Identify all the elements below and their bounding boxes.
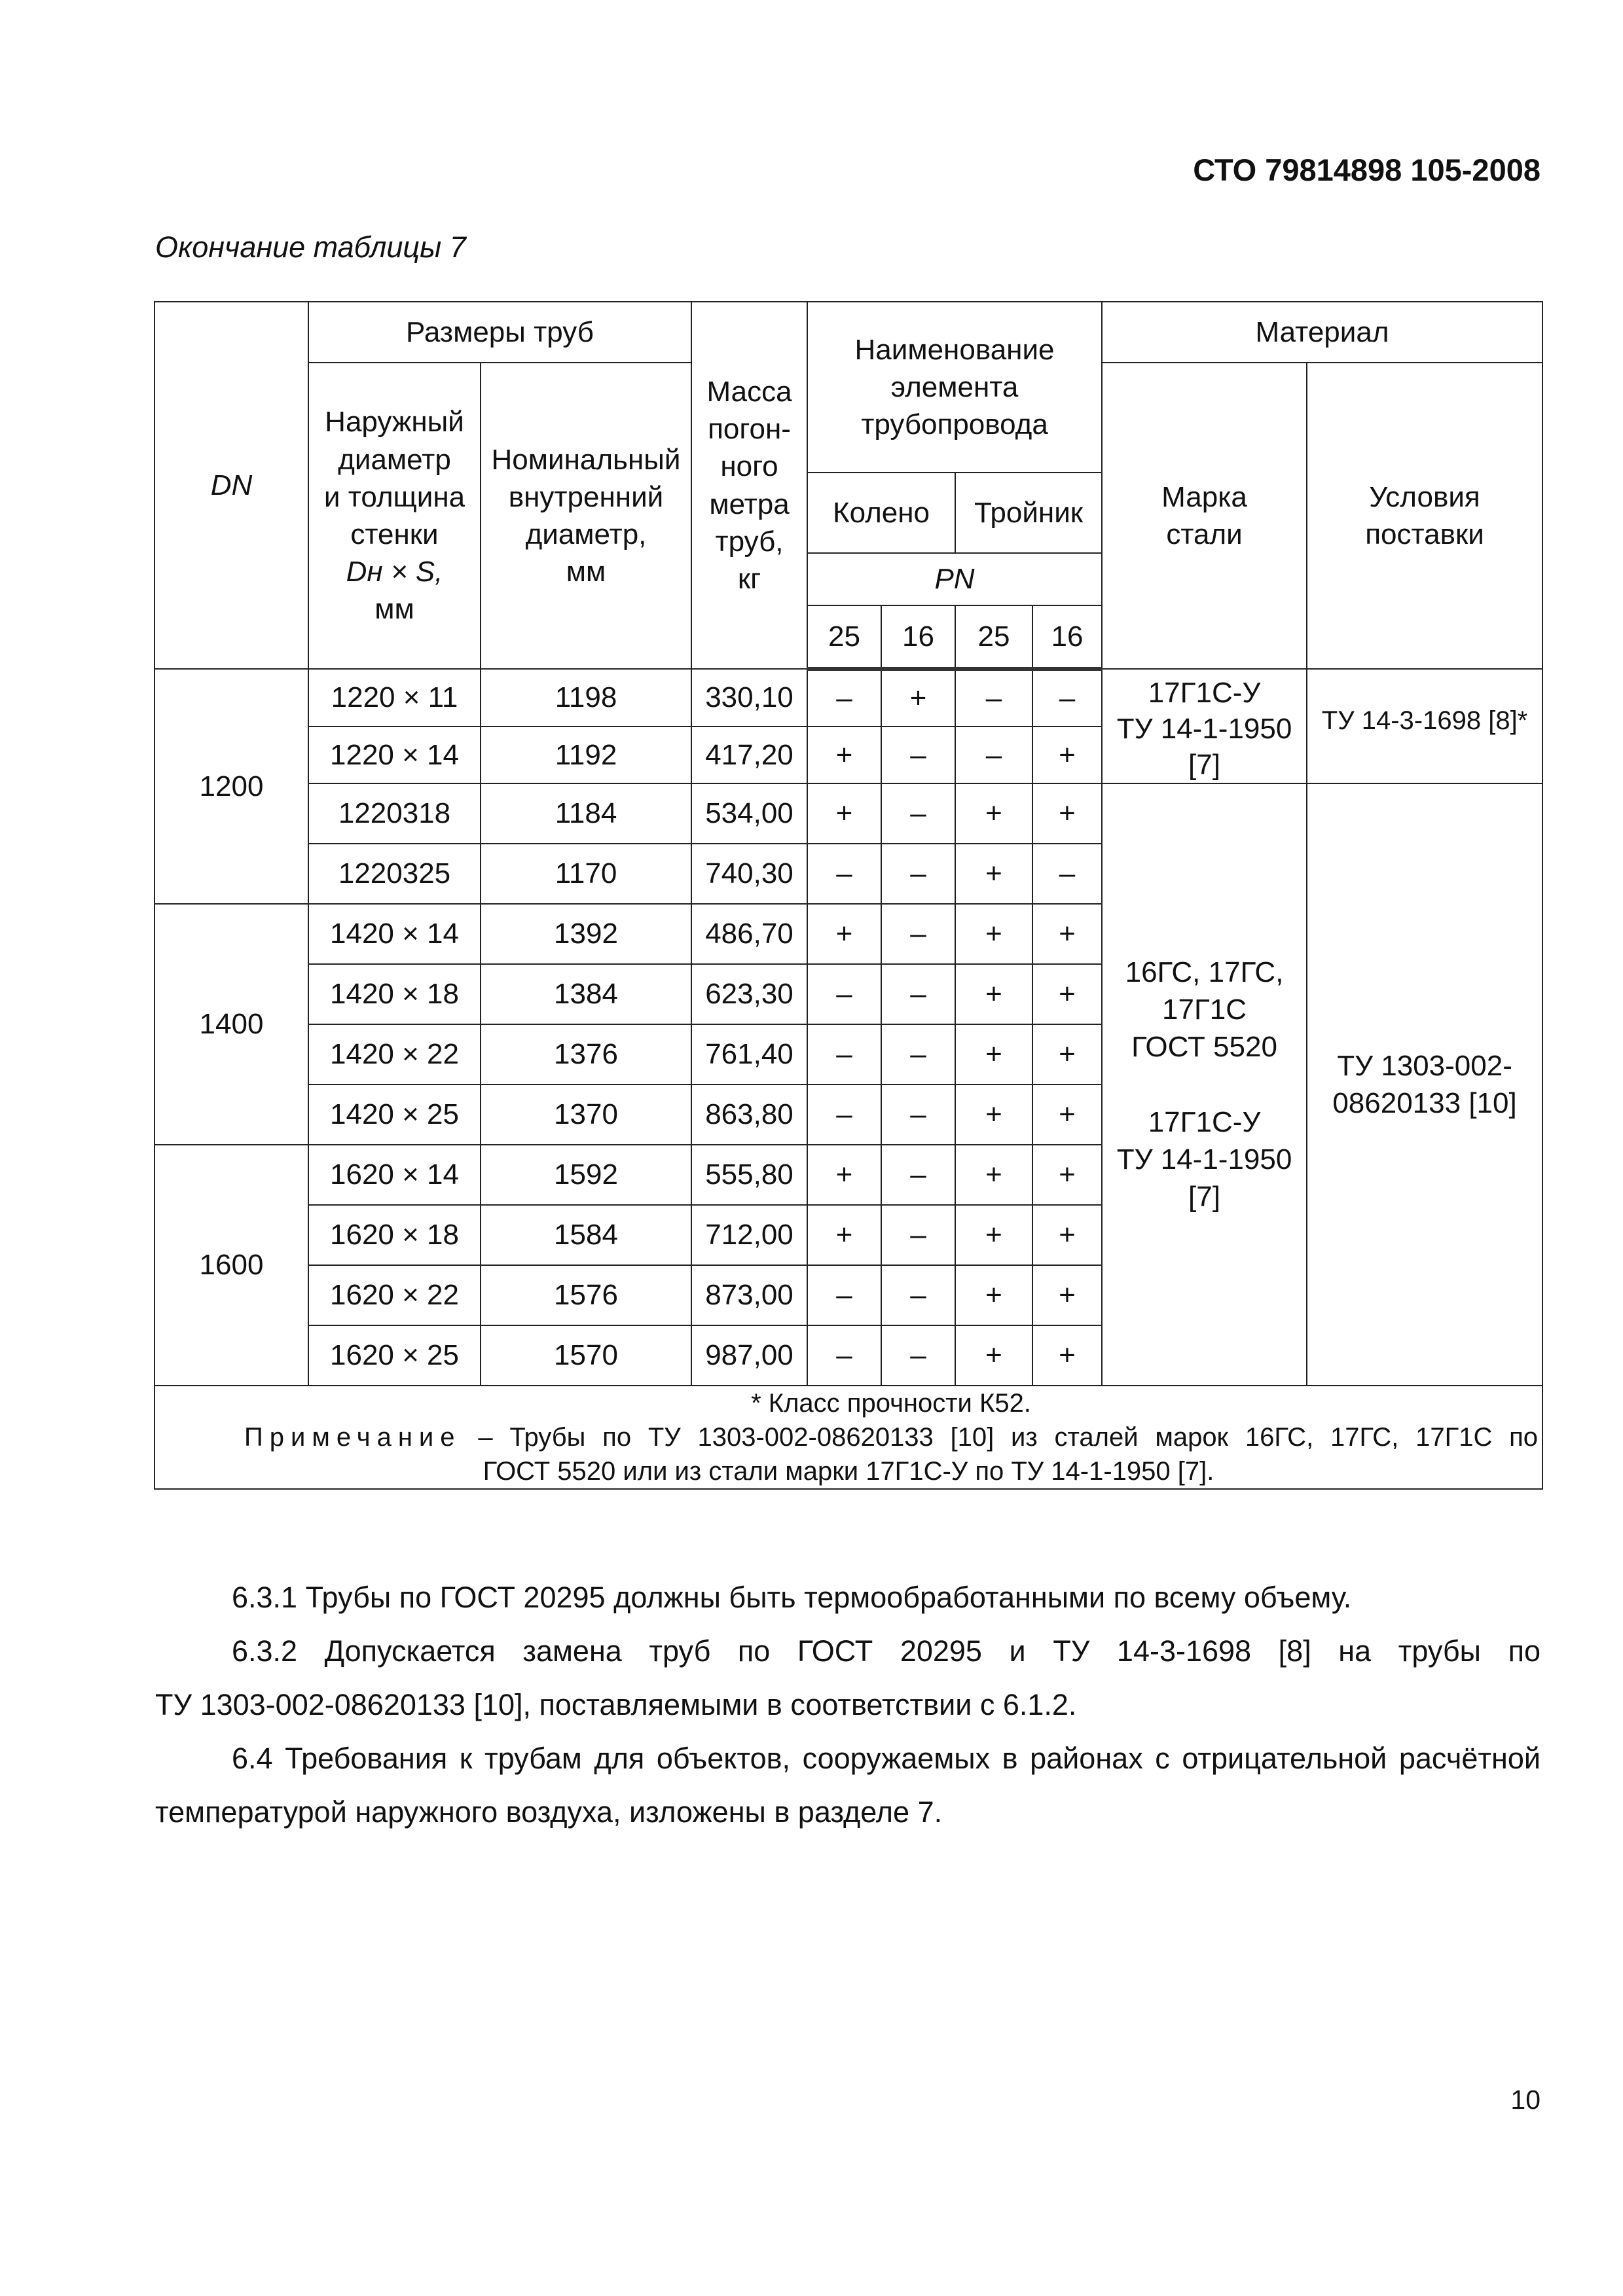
mass-cell: 555,80	[691, 1145, 807, 1205]
mark-cell: –	[881, 1205, 955, 1265]
table-notes	[155, 1386, 1542, 1489]
mark-cell: +	[1032, 1024, 1102, 1085]
header-delivery: Условия поставки	[1307, 363, 1542, 669]
dn-cell: 1400	[155, 904, 308, 1145]
size-cell: 1420 × 14	[308, 904, 481, 964]
mark-cell: +	[1032, 1085, 1102, 1145]
steel-grade-bottom: 16ГС, 17ГС, 17Г1С ГОСТ 5520 17Г1С-У ТУ 14-1-1950 [7]	[1102, 783, 1307, 1386]
header-elbow: Колено	[807, 473, 955, 553]
header-element: Наименование элемента трубопровода	[807, 302, 1102, 473]
mark-cell: +	[807, 1205, 881, 1265]
footnote: * Класс прочности К52.	[751, 1389, 1031, 1418]
inner-cell: 1192	[481, 726, 691, 784]
mark-cell: +	[1032, 1265, 1102, 1325]
mark-cell: +	[807, 726, 881, 784]
mark-cell: +	[955, 1085, 1032, 1145]
pipe-table	[154, 301, 1543, 1490]
mark-cell: –	[807, 1265, 881, 1325]
mass-cell: 761,40	[691, 1024, 807, 1085]
paragraph-6-3-1: 6.3.1 Трубы по ГОСТ 20295 должны быть термообработанными по всему объему.	[232, 1581, 1352, 1614]
mass-cell: 623,30	[691, 964, 807, 1024]
mark-cell: +	[1032, 1205, 1102, 1265]
size-cell: 1220 × 14	[308, 726, 481, 784]
paragraph-6-3-2: 6.3.2 Допускается замена труб по ГОСТ 20295 и ТУ 14-3-1698 [8] на трубы по ТУ 1303-002-08620133 [10], поставляемыми в соответствии с 6.1.2.	[155, 1634, 1541, 1721]
mark-cell: +	[1032, 964, 1102, 1024]
inner-cell: 1592	[481, 1145, 691, 1205]
mark-cell: +	[955, 1265, 1032, 1325]
paragraph-6-4: 6.4 Требования к трубам для объектов, сооружаемых в районах с отрицательной расчётной температурой наружного воздуха, изложены в разделе 7.	[155, 1742, 1541, 1829]
inner-cell: 1198	[481, 669, 691, 726]
mark-cell: +	[955, 844, 1032, 904]
pn-value: 25	[955, 605, 1032, 669]
mark-cell: –	[881, 1024, 955, 1085]
mark-cell: –	[1032, 844, 1102, 904]
header-steel-grade: Марка стали	[1102, 363, 1307, 669]
mark-cell: –	[881, 783, 955, 844]
document-code: СТО 79814898 105-2008	[1193, 152, 1541, 187]
table-notes-row	[155, 1386, 1542, 1489]
header-mass: Масса погон- ного метра труб, кг	[691, 302, 807, 669]
size-cell: 1220318	[308, 783, 481, 844]
inner-cell: 1576	[481, 1265, 691, 1325]
mark-cell: +	[1032, 726, 1102, 784]
mark-cell: +	[955, 1205, 1032, 1265]
mark-cell: –	[807, 669, 881, 726]
mark-cell: +	[1032, 1145, 1102, 1205]
mark-cell: +	[881, 669, 955, 726]
size-cell: 1620 × 18	[308, 1205, 481, 1265]
inner-cell: 1384	[481, 964, 691, 1024]
mark-cell: +	[1032, 783, 1102, 844]
mark-cell: –	[881, 726, 955, 784]
steel-grade-top: 17Г1С-У ТУ 14-1-1950 [7]	[1102, 669, 1307, 783]
table-caption: Окончание таблицы 7	[155, 230, 466, 264]
size-cell: 1620 × 14	[308, 1145, 481, 1205]
inner-cell: 1370	[481, 1085, 691, 1145]
mark-cell: –	[881, 1265, 955, 1325]
mark-cell: +	[807, 904, 881, 964]
mass-cell: 740,30	[691, 844, 807, 904]
inner-cell: 1584	[481, 1205, 691, 1265]
mark-cell: –	[807, 964, 881, 1024]
mark-cell: –	[807, 1024, 881, 1085]
mark-cell: –	[881, 1085, 955, 1145]
note-line-1: Примечание – Трубы по ТУ 1303-002-08620133 [10] из сталей марок 16ГС, 17ГС, 17Г1С по	[244, 1423, 1539, 1452]
mark-cell: –	[881, 1325, 955, 1386]
header-pn: PN	[807, 553, 1102, 605]
delivery-bottom: ТУ 1303-002- 08620133 [10]	[1307, 783, 1542, 1386]
mark-cell: +	[955, 1325, 1032, 1386]
size-cell: 1220 × 11	[308, 669, 481, 726]
size-cell: 1420 × 18	[308, 964, 481, 1024]
inner-cell: 1392	[481, 904, 691, 964]
mass-cell: 873,00	[691, 1265, 807, 1325]
mark-cell: –	[955, 726, 1032, 784]
mark-cell: +	[955, 1024, 1032, 1085]
mark-cell: +	[955, 904, 1032, 964]
mass-cell: 863,80	[691, 1085, 807, 1145]
mark-cell: +	[807, 783, 881, 844]
mark-cell: –	[881, 904, 955, 964]
mark-cell: +	[1032, 1325, 1102, 1386]
mark-cell: –	[807, 1325, 881, 1386]
mark-cell: –	[955, 669, 1032, 726]
inner-cell: 1376	[481, 1024, 691, 1085]
note-line-2: ГОСТ 5520 или из стали марки 17Г1С-У по ТУ 14-1-1950 [7].	[483, 1457, 1214, 1486]
mark-cell: +	[1032, 904, 1102, 964]
mark-cell: –	[881, 1145, 955, 1205]
inner-cell: 1570	[481, 1325, 691, 1386]
size-cell: 1420 × 22	[308, 1024, 481, 1085]
size-cell: 1620 × 25	[308, 1325, 481, 1386]
mass-cell: 534,00	[691, 783, 807, 844]
page-number: 10	[1510, 2085, 1541, 2115]
size-cell: 1220325	[308, 844, 481, 904]
header-material: Материал	[1102, 302, 1542, 363]
mark-cell: +	[955, 964, 1032, 1024]
size-cell: 1620 × 22	[308, 1265, 481, 1325]
pn-value: 16	[1032, 605, 1102, 669]
size-cell: 1420 × 25	[308, 1085, 481, 1145]
pn-value: 16	[881, 605, 955, 669]
table-row	[155, 783, 1542, 844]
table-row	[155, 669, 1542, 726]
header-dn: DN	[155, 302, 308, 669]
inner-cell: 1184	[481, 783, 691, 844]
mark-cell: –	[881, 964, 955, 1024]
mark-cell: +	[807, 1145, 881, 1205]
pn-value: 25	[807, 605, 881, 669]
mark-cell: –	[807, 1085, 881, 1145]
delivery-top: ТУ 14-3-1698 [8]*	[1307, 669, 1542, 783]
header-tee: Тройник	[955, 473, 1102, 553]
mass-cell: 712,00	[691, 1205, 807, 1265]
note-label: Примечание	[244, 1423, 462, 1452]
header-pipe-sizes: Размеры труб	[308, 302, 691, 363]
dn-cell: 1600	[155, 1145, 308, 1386]
mark-cell: –	[881, 844, 955, 904]
mark-cell: –	[1032, 669, 1102, 726]
header-outer-diameter: Наружный диаметр и толщина стенки Dн × S, мм	[308, 363, 481, 669]
dn-cell: 1200	[155, 669, 308, 904]
mark-cell: +	[955, 783, 1032, 844]
mark-cell: –	[807, 844, 881, 904]
mass-cell: 987,00	[691, 1325, 807, 1386]
mass-cell: 486,70	[691, 904, 807, 964]
header-inner-diameter: Номинальный внутренний диаметр, мм	[481, 363, 691, 669]
inner-cell: 1170	[481, 844, 691, 904]
mark-cell: +	[955, 1145, 1032, 1205]
mass-cell: 417,20	[691, 726, 807, 784]
mass-cell: 330,10	[691, 669, 807, 726]
